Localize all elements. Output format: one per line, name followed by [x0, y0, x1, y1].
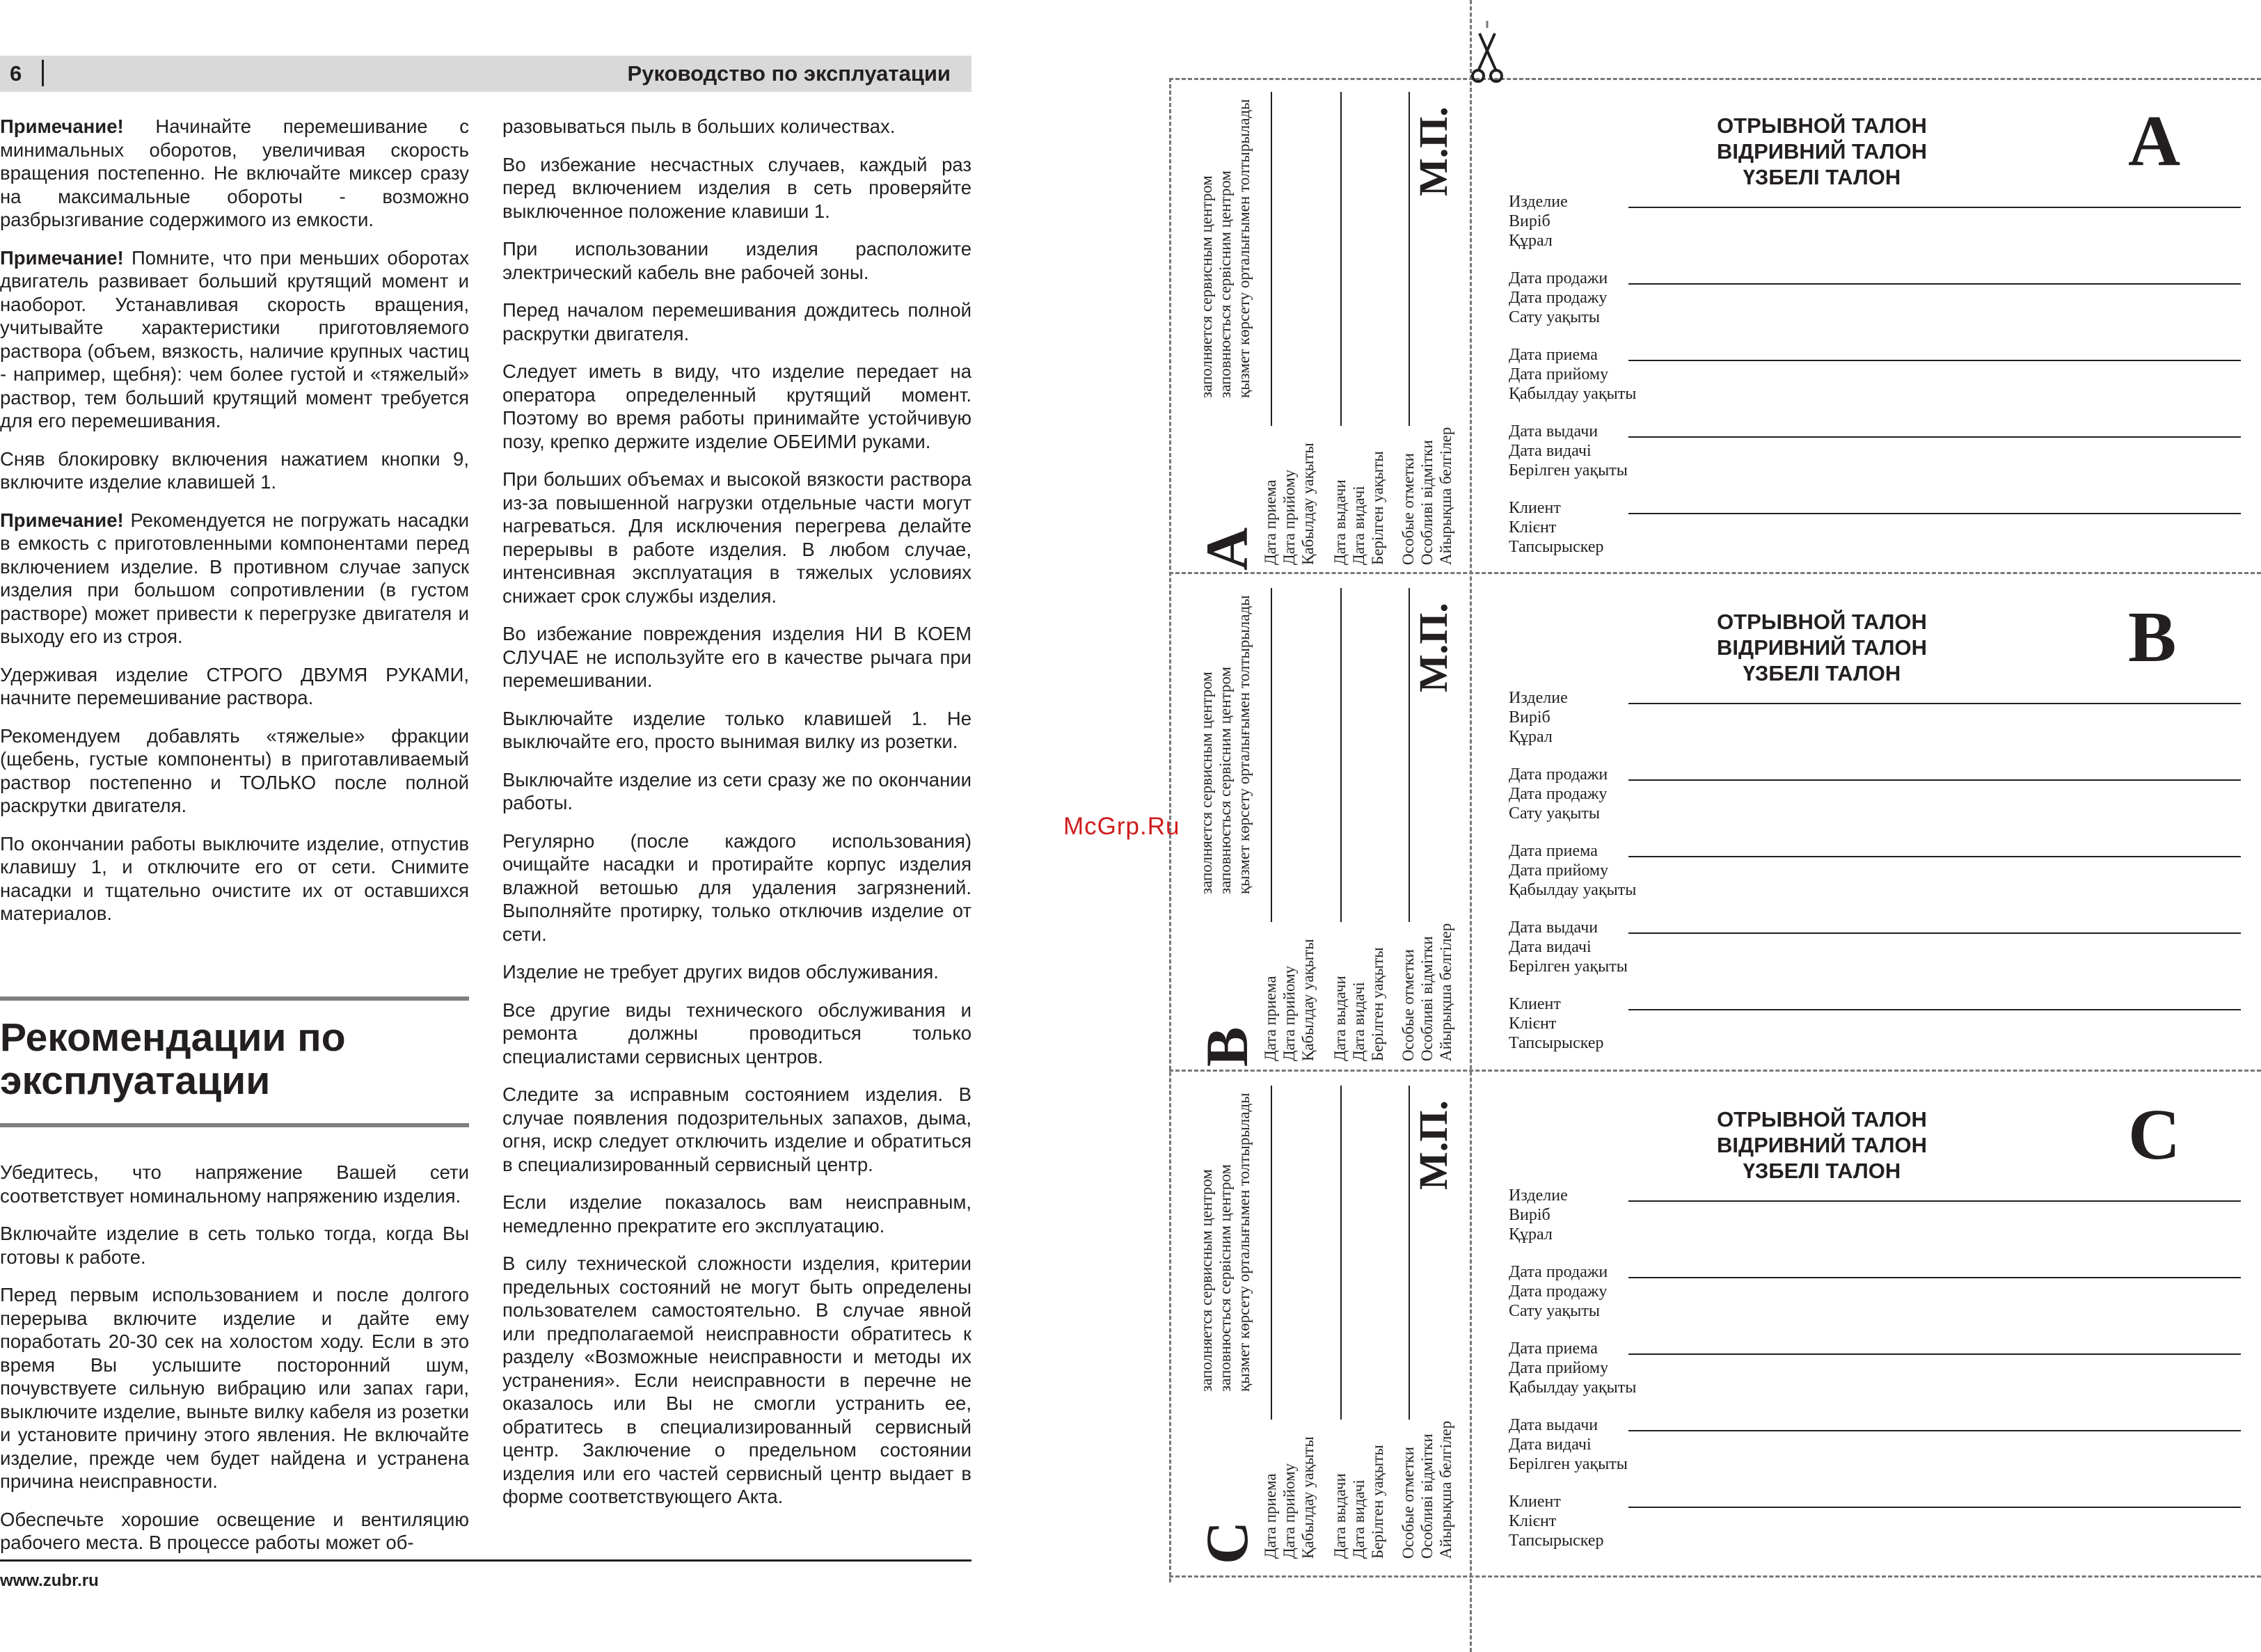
paragraph: Примечание! Помните, что при меньших оборотах двигатель развивает больший крутящий момент и наоборот. Устанавливая скорость вращения, учитывайте характеристики приготовляемого раствора (объем, вязкость, наличие крупных частиц - например, щебня): чем более густой и «тяжелый» раствор, тем больший крутящий момент требуется для его перемешивания. [0, 246, 469, 431]
paragraph: Выключайте изделие только клавишей 1. Не выключайте его, просто вынимая вилку из розетки. [502, 707, 971, 752]
field-line [1628, 207, 2241, 208]
paragraph: Во избежание повреждения изделия НИ В КОЕМ СЛУЧАЕ не используйте его в качестве рычага при перемешивании. [502, 623, 971, 691]
coupon-b [1169, 574, 2261, 1070]
field-issue-date: Дата выдачи Дата видачі Берілген уақыты [1509, 1416, 1628, 1473]
coupon-letter: C [2128, 1095, 2181, 1175]
paragraph: Следует иметь в виду, что изделие передает на оператора определенный крутящий момент. Поэтому во время работы принимайте устойчивую позу, крепко держите изделие ОБЕИМИ руками. [502, 360, 971, 452]
page-header [0, 56, 971, 92]
field-sale-date: Дата продажи Дата продажу Сату уақыты [1509, 1263, 1608, 1320]
field-line [1628, 1200, 2241, 1202]
field-product: Изделие Виріб Құрал [1509, 689, 1568, 746]
field-issue-date: Дата выдачи Дата видачі Берілген уақыты [1509, 422, 1628, 479]
paragraph: Следите за исправным состоянием изделия. В случае появления подозрительных запахов, дыма, огня, искр следует отключить изделие и обратиться в специализированный сервисный центр. [502, 1083, 971, 1175]
paragraph: Включайте изделие в сеть только тогда, когда Вы готовы к работе. [0, 1223, 469, 1268]
paragraph: При больших объемах и высокой вязкости раствора из-за повышенной нагрузки отдельные части могут нагреваться. Для исключения перегрева делайте перерывы в работе изделия. В любом случае, интенсивная эксплуатация в тяжелых условиях снижает срок службы изделия. [502, 468, 971, 607]
field-line [1628, 283, 2241, 285]
stub-line [1271, 1086, 1272, 1420]
section-rule-bottom [0, 1123, 469, 1127]
paragraph: Убедитесь, что напряжение Вашей сети соответствует номинальному напряжению изделия. [0, 1161, 469, 1207]
stub-marks-label: Особые отметки Особливі відмітки Айырықша белгілер [1399, 1420, 1454, 1559]
field-product: Изделие Виріб Құрал [1509, 1186, 1568, 1244]
field-line [1628, 779, 2241, 781]
paragraph: Перед первым использованием и после долгого перерыва включите изделие и дайте ему поработать 20-30 сек на холостом ходу. Если в это время Вы услышите посторонний шум, почувствуете сильную вибрацию или запах гари, выключите изделие, выньте вилку кабеля из розетки и установите причину этого явления. Не включайте изделие, прежде чем будет найдена и устранена причина неисправности. [0, 1284, 469, 1492]
header-separator [42, 60, 44, 86]
field-line [1628, 436, 2241, 438]
paragraph: Выключайте изделие из сети сразу же по окончании работы. [502, 768, 971, 813]
coupon-title: ОТРЫВНОЙ ТАЛОН ВІДРИВНИЙ ТАЛОН ҮЗБЕЛІ ТАЛОН [1717, 1107, 1927, 1183]
stub-line [1340, 92, 1342, 426]
field-line [1628, 856, 2241, 857]
field-line [1628, 1430, 2241, 1431]
coupon-tear-off [1481, 78, 2261, 573]
stub-reception-label: Дата приема Дата прийому Қабылдау уақыты [1262, 1436, 1317, 1559]
field-sale-date: Дата продажи Дата продажу Сату уақыты [1509, 269, 1608, 326]
coupon-letter: B [2128, 597, 2177, 677]
paragraph: Во избежание несчастных случаев, каждый раз перед включением изделия в сеть проверяйте выключенное положение клавиши 1. [502, 153, 971, 222]
paragraph: Регулярно (после каждого использования) очищайте насадки и протирайте корпус изделия влажной ветошью для удаления загрязнений. Выполняйте протирку, только отключив изделие от сети. [502, 829, 971, 945]
scissors-icon [1470, 21, 1505, 84]
field-line [1628, 360, 2241, 361]
coupon-c [1169, 1072, 2261, 1567]
field-reception-date: Дата приема Дата прийому Қабылдау уақыты [1509, 842, 1637, 899]
stub-letter: C [1193, 1520, 1260, 1564]
paragraph: Рекомендуем добавлять «тяжелые» фракции (щебень, густые компоненты) в приготавливаемый раствор постепенно и ТОЛЬКО после полной раскрутки двигателя. [0, 724, 469, 816]
paragraph: Примечание! Начинайте перемешивание с минимальных оборотов, увеличивая скорость вращения постепенно. Не включайте миксер сразу на максимальные обороты - возможно разбрызгивание содержимого из емкости. [0, 116, 469, 230]
stub-line [1340, 1086, 1342, 1420]
field-line [1628, 703, 2241, 704]
paragraph: Перед началом перемешивания дождитесь полной раскрутки двигателя. [502, 299, 971, 344]
field-line [1628, 932, 2241, 934]
coupon-title: ОТРЫВНОЙ ТАЛОН ВІДРИВНИЙ ТАЛОН ҮЗБЕЛІ ТАЛОН [1717, 113, 1927, 189]
field-line [1628, 1277, 2241, 1278]
paragraph: Обеспечьте хорошие освещение и вентиляцию рабочего места. В процессе работы может об- [0, 1508, 469, 1553]
section-rule-top [0, 996, 469, 1001]
stub-issue-label: Дата выдачи Дата видачі Берілген уақыты [1331, 1445, 1386, 1559]
field-reception-date: Дата приема Дата прийому Қабылдау уақыты [1509, 1340, 1637, 1397]
coupon-a [1169, 78, 2261, 573]
paragraph: Если изделие показалось вам неисправным, немедленно прекратите его эксплуатацию. [502, 1191, 971, 1237]
stub-service-note: заполняется сервисным центром заповнюється сервісним центром қызмет көрсету орталығымен толтырылады [1198, 99, 1253, 398]
stub-service-note: заполняется сервисным центром заповнюється сервісним центром қызмет көрсету орталығымен толтырылады [1198, 1093, 1253, 1392]
stub-line [1409, 92, 1410, 426]
paragraph: В силу технической сложности изделия, критерии предельных состояний не могут быть определены пользователем самостоятельно. В случае явной или предполагаемой неисправности обратитесь к разделу «Возможные неисправности и методы их устранения». Если неисправности в перечне не оказалось или Вы не смогли устранить ее, обратитесь в специализированный сервисный центр. Заключение о предельном состоянии изделия или его частей сервисный центр выдает в форме соответствующего Акта. [502, 1253, 971, 1507]
stub-marks-label: Особые отметки Особливі відмітки Айырықша белгілер [1399, 923, 1454, 1061]
field-line [1628, 1009, 2241, 1010]
paragraph: Удерживая изделие СТРОГО ДВУМЯ РУКАМИ, начните перемешивание раствора. [0, 663, 469, 708]
stub-reception-label: Дата приема Дата прийому Қабылдау уақыты [1262, 443, 1317, 565]
footer-rule [0, 1559, 971, 1562]
footer-url: www.zubr.ru [0, 1571, 99, 1590]
stub-service-note: заполняется сервисным центром заповнюється сервісним центром қызмет көрсету орталығымен толтырылады [1198, 595, 1253, 894]
paragraph: Примечание! Рекомендуется не погружать насадки в емкость с приготовленными компонентами перед включением изделие. В противном случае запуск изделия при большом сопротивлении (в густом растворе) может привести к перегрузке двигателя и выходу его из строя. [0, 509, 469, 647]
paragraph: Все другие виды технического обслуживания и ремонта должны проводиться только специалистами сервисных центров. [502, 999, 971, 1067]
stub-line [1340, 588, 1342, 922]
field-issue-date: Дата выдачи Дата видачі Берілген уақыты [1509, 919, 1628, 976]
field-sale-date: Дата продажи Дата продажу Сату уақыты [1509, 765, 1608, 823]
column-2 [502, 115, 971, 1523]
field-reception-date: Дата приема Дата прийому Қабылдау уақыты [1509, 346, 1637, 403]
column-1 [0, 115, 469, 940]
stub-issue-label: Дата выдачи Дата видачі Берілген уақыты [1331, 451, 1386, 565]
coupon-stub [1169, 574, 1475, 1070]
stub-line [1271, 588, 1272, 922]
header-title: Руководство по эксплуатации [627, 61, 951, 86]
field-client: Клиент Клієнт Тапсырыскер [1509, 1493, 1604, 1550]
paragraph: разовываться пыль в больших количествах. [502, 116, 896, 137]
field-product: Изделие Виріб Құрал [1509, 193, 1568, 250]
coupon-stub [1169, 78, 1475, 573]
field-line [1628, 1353, 2241, 1355]
coupon-cut-line [1169, 1575, 2261, 1578]
stub-letter: A [1193, 527, 1260, 571]
stub-marks-label: Особые отметки Особливі відмітки Айырықша белгілер [1399, 427, 1454, 565]
stub-issue-label: Дата выдачи Дата видачі Берілген уақыты [1331, 947, 1386, 1061]
field-client: Клиент Клієнт Тапсырыскер [1509, 995, 1604, 1052]
stub-line [1409, 1086, 1410, 1420]
paragraph: Изделие не требует других видов обслуживания. [502, 961, 939, 983]
coupon-stub [1169, 1072, 1475, 1567]
field-line [1628, 1507, 2241, 1508]
field-client: Клиент Клієнт Тапсырыскер [1509, 499, 1604, 556]
paragraph: При использовании изделия расположите электрический кабель вне рабочей зоны. [502, 238, 971, 283]
watermark: McGrp.Ru [1063, 813, 1180, 840]
page-number: 6 [10, 61, 22, 86]
stub-stamp: М.П. [1411, 106, 1456, 196]
field-line [1628, 513, 2241, 514]
column-3 [0, 1161, 469, 1569]
paragraph: По окончании работы выключите изделие, отпустив клавишу 1, и отключите его от сети. Снимите насадки и тщательно очистите их от оставшихся материалов. [0, 832, 469, 924]
stub-reception-label: Дата приема Дата прийому Қабылдау уақыты [1262, 939, 1317, 1061]
stub-letter: B [1193, 1026, 1260, 1067]
section-title: Рекомендации по эксплуатации [0, 1015, 346, 1103]
stub-line [1409, 588, 1410, 922]
stub-stamp: М.П. [1411, 603, 1456, 692]
stub-line [1271, 92, 1272, 426]
coupon-title: ОТРЫВНОЙ ТАЛОН ВІДРИВНИЙ ТАЛОН ҮЗБЕЛІ ТАЛОН [1717, 610, 1927, 685]
stub-stamp: М.П. [1411, 1100, 1456, 1190]
coupon-tear-off [1481, 1072, 2261, 1567]
coupon-letter: A [2128, 101, 2181, 181]
paragraph: Сняв блокировку включения нажатием кнопки 9, включите изделие клавишей 1. [0, 447, 469, 493]
coupon-tear-off [1481, 574, 2261, 1070]
